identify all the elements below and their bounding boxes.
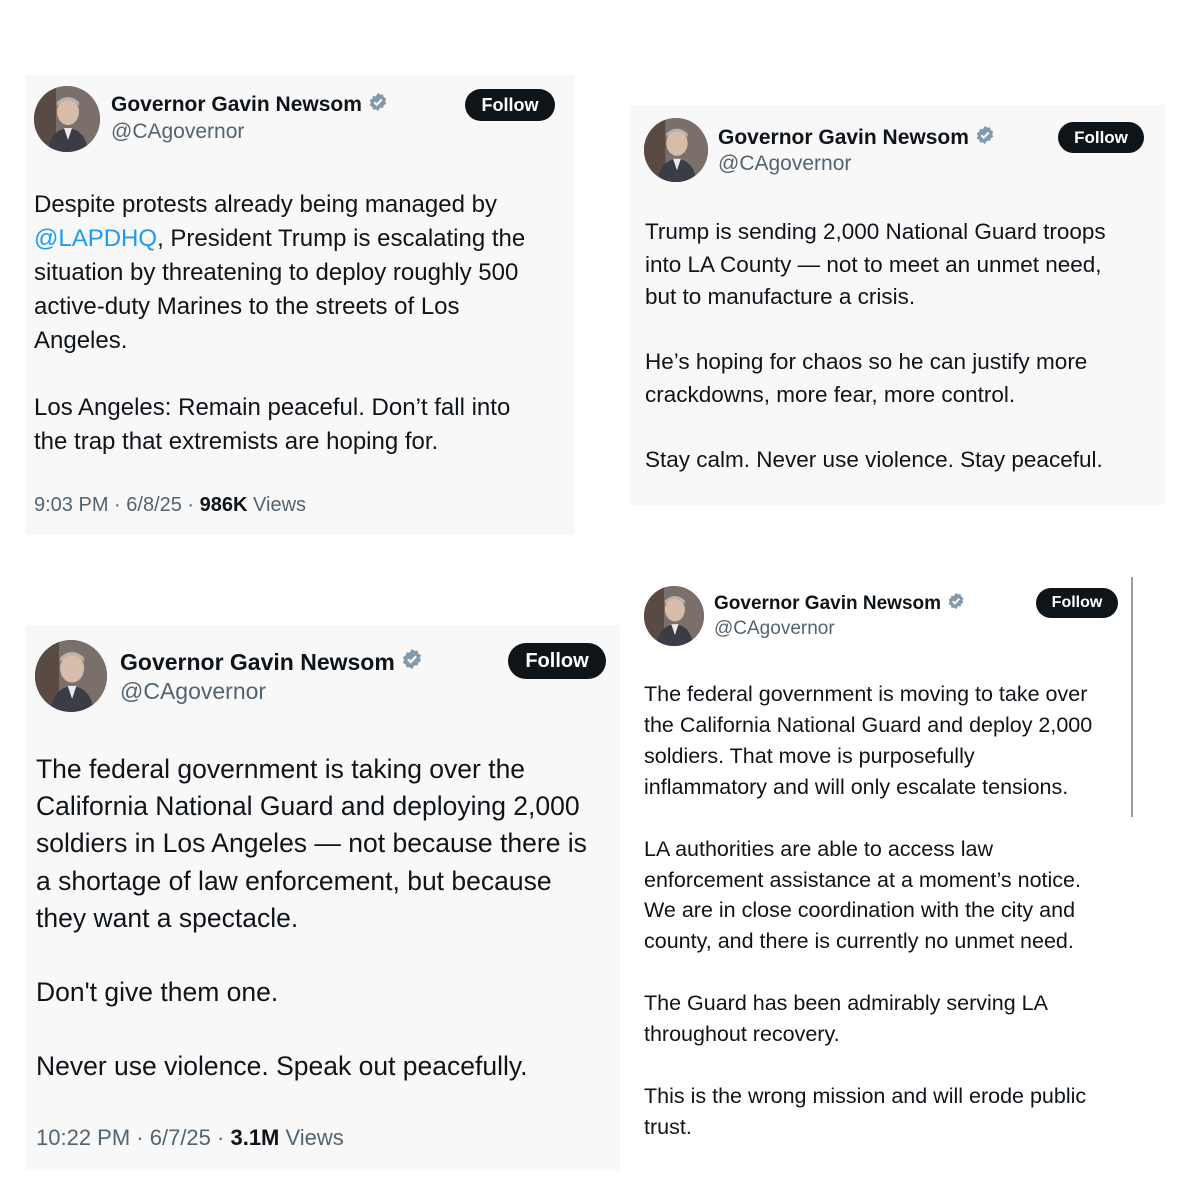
tweet-date[interactable]: 6/8/25 [126, 494, 182, 516]
avatar-portrait-icon [35, 640, 107, 712]
scrollbar-divider [1131, 577, 1133, 817]
avatar[interactable] [644, 118, 708, 182]
tweet-text: The federal government is taking over the California National Guard and deploying 2,000 soldiers in Los Angeles — not because there is a shortage of law enforcement, but because they want a spectacle. Don't give them one. Never use violence. Speak out peacefully. [36, 754, 587, 1082]
verified-badge-icon [401, 648, 423, 676]
avatar[interactable] [35, 640, 107, 712]
avatar-portrait-icon [34, 86, 100, 152]
tweet-meta: 10:22 PM · 6/7/25 · 3.1M Views [36, 1125, 344, 1150]
views-count: 986K [199, 494, 248, 516]
author-handle[interactable]: @CAgovernor [714, 618, 835, 639]
author-handle[interactable]: @CAgovernor [718, 152, 852, 175]
author-name[interactable]: Governor Gavin Newsom [111, 93, 362, 116]
follow-button[interactable]: Follow [465, 89, 555, 121]
avatar-portrait-icon [644, 586, 704, 646]
author-name[interactable]: Governor Gavin Newsom [714, 593, 942, 614]
tweet-text: Trump is sending 2,000 National Guard troops into LA County — not to meet an unmet need, but to manufacture a crisis. He’s hoping for chaos so he can justify more crackdowns, more fear, more control. Stay calm. Never use violence. Stay peaceful. [645, 219, 1106, 472]
verified-badge-icon [975, 125, 995, 151]
tweet-time[interactable]: 9:03 PM [34, 494, 109, 516]
avatar-portrait-icon [644, 118, 708, 182]
mention-link[interactable]: @LAPDHQ [34, 225, 158, 252]
follow-button[interactable]: Follow [1058, 122, 1144, 153]
avatar[interactable] [644, 586, 704, 646]
tweet-meta: 9:03 PM · 6/8/25 · 986K Views [34, 494, 307, 516]
follow-button[interactable]: Follow [508, 643, 606, 679]
author-handle[interactable]: @CAgovernor [111, 120, 245, 143]
author-handle[interactable]: @CAgovernor [120, 678, 267, 704]
verified-badge-icon [947, 592, 965, 616]
author-name[interactable]: Governor Gavin Newsom [120, 648, 395, 675]
avatar[interactable] [34, 86, 100, 152]
follow-button[interactable]: Follow [1036, 588, 1118, 618]
tweet-text: Despite protests already being managed by @LAPDHQ, President Trump is escalating the situation by threatening to deploy roughly 500 active-duty Marines to the streets of Los Angeles. Los Angeles: Remain peaceful. Don’t fall into the trap that extremists are hoping for. [34, 191, 526, 455]
views-count: 3.1M [230, 1125, 280, 1150]
author-name[interactable]: Governor Gavin Newsom [718, 126, 969, 149]
tweet-date[interactable]: 6/7/25 [149, 1125, 211, 1150]
tweet-time[interactable]: 10:22 PM [36, 1125, 131, 1150]
tweet-text: The federal government is moving to take over the California National Guard and deploy 2,000 soldiers. That move is purposefully inflammatory and will only escalate tensions. LA authorities are able to access law enforcement assistance at a moment’s notice. We are in close coordination with the city and county, and there is currently no unmet need. The Guard has been admirably serving LA throughout recovery. This is the wrong mission and will erode public trust. [644, 682, 1093, 1139]
verified-badge-icon [368, 92, 388, 118]
